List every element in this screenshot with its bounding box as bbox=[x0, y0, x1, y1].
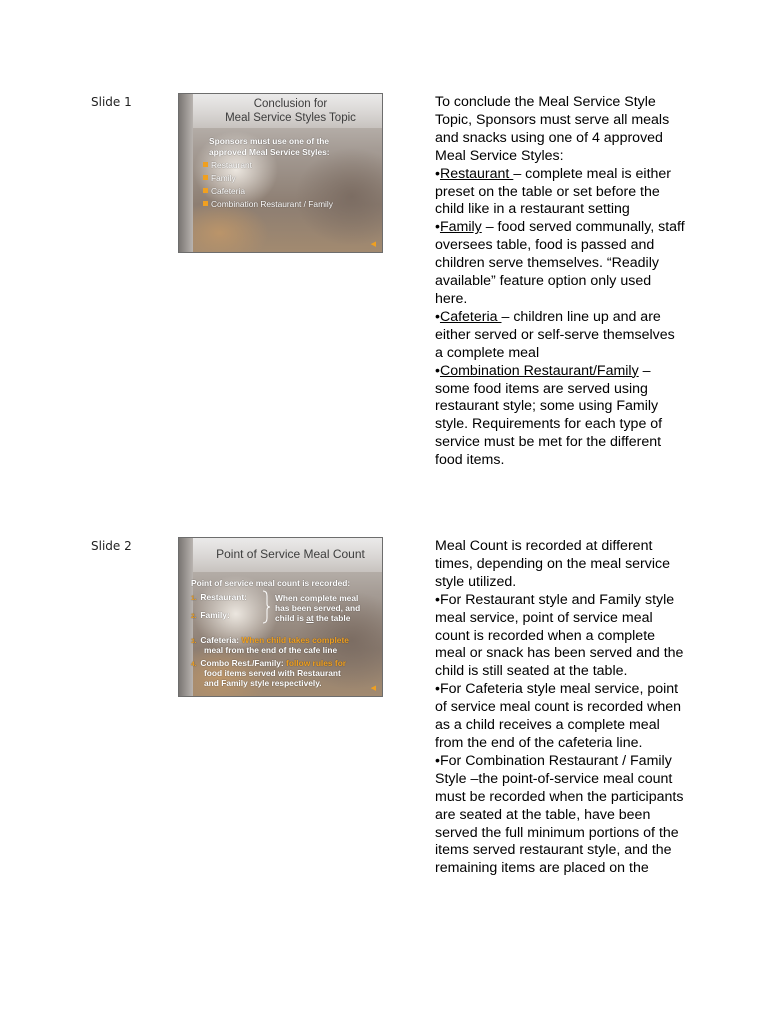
notes-item: •Family – food served communally, staff oversees table, food is passed and children serve themselves. “Readily available” feature option only used here. bbox=[435, 219, 685, 307]
square-bullet-icon bbox=[203, 188, 208, 193]
list-item: 4. Combo Rest./Family: follow rules for bbox=[191, 658, 347, 668]
list-item: Cafeteria bbox=[203, 186, 245, 197]
brace-text-line1: When complete meal bbox=[275, 593, 359, 603]
slide-notes-1 bbox=[435, 94, 685, 470]
list-item: 1. Restaurant: bbox=[191, 592, 247, 602]
notes-intro: To conclude the Meal Service Style Topic, Sponsors must serve all meals and snacks using one of 4 approved Meal Service Styles: bbox=[435, 94, 670, 164]
list-item: Combination Restaurant / Family bbox=[203, 199, 333, 210]
list-item: Restaurant bbox=[203, 160, 252, 171]
notes-item: •Combination Restaurant/Family – some food items are served using restaurant style; some using Family style. Requirements for each type of service must be met for the different food items. bbox=[435, 362, 663, 469]
list-item-cont: food items served with Restaurant bbox=[204, 668, 341, 678]
brace-text-line2: has been served, and bbox=[275, 603, 361, 613]
notes-item: •Restaurant – complete meal is either preset on the table or set before the child like in a restaurant setting bbox=[435, 165, 672, 218]
notes-intro: Meal Count is recorded at different times, depending on the meal service style utilized. bbox=[435, 538, 671, 590]
notes-item: •For Restaurant style and Family style meal service, point of service meal count is recorded when a complete meal or snack has been served and the child is still seated at the table. bbox=[435, 591, 684, 680]
brace-text-line3: child is at the table bbox=[275, 613, 351, 623]
slide-label: Slide 1 bbox=[91, 95, 132, 109]
triangle-left-icon: ◀ bbox=[370, 241, 376, 248]
square-bullet-icon bbox=[203, 201, 208, 206]
list-item: 3. Cafeteria: When child takes complete bbox=[191, 635, 349, 645]
list-item: 2. Family: bbox=[191, 610, 230, 620]
list-item: Family bbox=[203, 173, 236, 184]
slide-title-line1: Conclusion for bbox=[253, 98, 328, 110]
slide-label: Slide 2 bbox=[91, 539, 132, 553]
triangle-left-icon: ◀ bbox=[370, 685, 376, 692]
slide-intro-line2: approved Meal Service Styles: bbox=[209, 147, 330, 157]
slide-notes-2 bbox=[435, 538, 685, 878]
brace-icon bbox=[261, 590, 271, 624]
slide-title: Point of Service Meal Count bbox=[216, 547, 365, 561]
slide-intro-line1: Sponsors must use one of the bbox=[209, 136, 330, 146]
notes-item: •For Cafeteria style meal service, point of service meal count is recorded when as a child receives a complete meal from the end of the cafeteria line. bbox=[435, 681, 682, 751]
notes-item: •Cafeteria – children line up and are either served or self-serve themselves a complete meal bbox=[435, 308, 675, 361]
slide-heading: Point of service meal count is recorded: bbox=[191, 578, 351, 588]
left-bar bbox=[179, 94, 193, 252]
list-item-cont: meal from the end of the cafe line bbox=[204, 645, 338, 655]
slide-thumbnail-1 bbox=[178, 93, 383, 253]
square-bullet-icon bbox=[203, 175, 208, 180]
slide-title-line2: Meal Service Styles Topic bbox=[225, 112, 356, 124]
slide-thumbnail-2 bbox=[178, 537, 383, 697]
list-item-cont: and Family style respectively. bbox=[204, 678, 322, 688]
notes-item: •For Combination Restaurant / Family Style –the point-of-service meal count must be recorded when the participants are seated at the table, have been served the full minimum portions of the items served restaurant style, and the remaining items are placed on the bbox=[435, 752, 684, 877]
square-bullet-icon bbox=[203, 162, 208, 167]
